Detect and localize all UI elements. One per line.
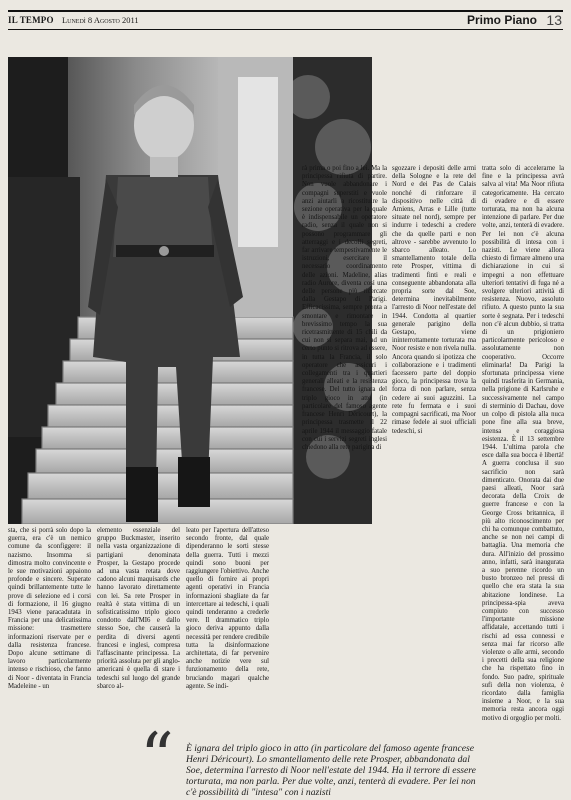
pull-quote: È ignara del triplo gioco in atto (in particolare del famoso agente francese Henri Déricourt). Lo smantellamento delle rete Prosper, abbandonata dal Soe, determina l'arresto di Noor nell'estate del 1944. Ha il terrore di essere torturata, ma non parla. Per due volte, anzi, tenterà di evadere. Per lei non c'è possibilità di "intesa" con i nazisti bbox=[186, 743, 476, 798]
article-column-right-1 bbox=[302, 165, 387, 452]
quote-mark-icon: “ bbox=[140, 719, 174, 796]
masthead-left bbox=[8, 15, 139, 25]
column-text: sgozzare i depositi delle armi della Sologne e la rete del Nord e dei Pas de Calais nonché di rinforzare il dispositivo nelle città di Amiens, Arras e Lille (tutte situate nel nord), sempre per indurre i tedeschi a credere che da quelle parti e non altrove - sarebbe avvenuto lo sbarco alleato. Lo smantellamento totale della rete Prosper, vittima di tradimenti finti e reali e conseguente abbandonata alla propria sorte dal Soe, determina inevitabilmente l'arresto di Noor nell'estate del 1944. Condotta al quartier generale parigino della Gestapo, viene ininterrottamente torturata ma Noor resiste e non rivela nulla. Ancora quando si ipotizza che collaborazione e i tradimenti facessero parte del doppio gioco, la principessa trova la forza di non parlare, senza cedere ai suoi aguzzini. La rete fu fermata e i suoi compagni sacrificati, ma Noor rimase fedele ai suoi ufficiali tedeschi, si bbox=[392, 165, 476, 435]
newspaper-name: IL TEMPO bbox=[8, 15, 54, 25]
column-text: tratta solo di accelerarne la fine e la principessa avrà salva al vita! Ma Noor rifiuta categoricamente. Ha cercato di evadere e di essere torturata, ma non ha alcuna intenzione di parlare. Per due volte, anzi, tenterà di evadere. Per lei non c'è alcuna possibilità di intesa con i nazisti. Le viene allora chiesto di firmare almeno una dichiarazione in cui si impegni a non effettuare ulteriori tentativi di fuga né a svolgere ulteriori attività di resistenza. Nuovo, assoluto rifiuto. A questo punto la sua sorte è segnata. Per i tedeschi non c'è alcun dubbio, si tratta di un prigioniero particolarmente pericoloso e assolutamente non cooperativo. Occorre eliminarla! Da Parigi la sfortunata principessa viene quindi trasferita in Germania, nella prigione di Karlsruhe e successivamente nel campo di sterminio di Dachau, dove un colpo di pistola alla nuca pone fine alla sua breve, intensa e coraggiosa esistenza. È il 13 settembre 1944. L'ultima parola che esce dalla sua bocca è libertà! A guerra conclusa il suo sacrificio non sarà dimenticato. Onorata dai due paesi alleati, Noor sarà decorata della Croix de guerre francese e con la George Cross britannica, il più alto riconoscimento per chi ha comunque combattuto, anche se non nei campi di battaglia. Una memoria che dura. All'inizio del prossimo anno, infatti, sarà inaugurata a suo perenne ricordo un busto bronzeo nel pressi di quello che era stata la sua abitazione londinese. La principessa-spia aveva compiuto con successo l'importante missione affidatale, accettando tutti i rischi ad essa connessi e senza mai far ricorso alle violenze o alle armi, secondo i precetti della sua religione che ha rispettato fino in fondo. Suo padre, spirituale sufi della non violenza, è ricordato dalla famiglia insieme a Noor, e la sua memoria resta ancora oggi motivo di orgoglio per molti. bbox=[482, 165, 564, 722]
masthead bbox=[8, 10, 563, 30]
section-name: Primo Piano bbox=[466, 13, 537, 27]
article-column-bottom-3 bbox=[186, 527, 269, 691]
column-text: rà prima o poi fino a lei. Ma la principessa rifiuta di partire. Non vuole abbandonare i compagni superstiti e vuole anzi aiutarli a ricostituire la sezione operativa per la quale è indispensabile un operatore radio, senza il quale non si possono programmare gli atterraggi e i decolli segreti, far arrivare tempestivamente le istruzioni, esercitare il necessario coordinamento delle azioni. Madeline, alias radio Aurore, diventa così una delle persone più ricercate dalla Gestapo di Parigi. Efficacissima, sempre pronta a smontare e rimontare in brevissimo tempo la sua ricetrasmittente di 15 chili da cui non si separa mai, ad un certo punto si ritrova ad essere, in tutta la Francia, il solo operatore che assicuri i collegamenti tra i quartieri generali alleati e la resistenza francese. Del tutto ignara del triplo gioco in atto (in particolare del famoso agente francese Henri Déricourt), la principessa trasmette il 22 aprile 1944 il messaggio fatale con cui i servizi segreti inglesi chiedono alla rete parigina di bbox=[302, 165, 387, 451]
article-column-right-3 bbox=[482, 165, 564, 723]
column-text: sta, che si porrà solo dopo la guerra, era c'è un nemico comune da sconfiggere: il nazismo. Insomma si dimostra molto convincente e le sue motivazioni appaiono profonde e sincere. Superate quindi brillantemente tutte le prove di selezione ed i corsi di formazione, il 16 giugno 1943 viene paracadutata in Francia per una delicatissima missione: trasmettere informazioni riservate per e dalla resistenza francese. Dopo alcune settimane di lavoro particolarmente intenso e rischioso, che fanno di Noor - diventata in Francia Madeleine - un bbox=[8, 527, 91, 690]
column-text: leato per l'apertura dell'atteso secondo fronte, dal quale dipenderanno le sorti stesse della guerra. Tutti i mezzi quindi sono buoni per raggiungere l'obiettivo. Anche quello di fornire ai propri agenti operativi in Francia informazioni sbagliate da far intercettare ai tedeschi, i quali quindi tenderanno a crederle vere. Il drammatico triplo gioco deriva appunto dalla necessità per rendere credibile tutta la disinformazione architettata, di far pervenire anche notizie vere sul funzionamento della rete, bruciando magari qualche agente. Se indi- bbox=[186, 527, 269, 690]
article-column-bottom-1 bbox=[8, 527, 91, 691]
article-column-right-2 bbox=[392, 165, 476, 436]
column-text: elemento essenziale del gruppo Buckmaster, inserito nella vasta organizzazione di partigiani denominata Prosper, la Gestapo procede ad una vasta retata dove cadono alcuni maquisards che hanno lavorato direttamente con lei. Sa rete Prosper in realtà è stata vittima di un sofisticatissimo triplo gioco condotto dall'MI6 e dallo stesso Soe, che causerà la perdita di diversi agenti francesi e inglesi, compresa l'affascinante principessa. La priorità assoluta per gli anglo-americani è quella di stare i tedeschi sul luogo del grande sbarco al- bbox=[97, 527, 180, 690]
page-number: 13 bbox=[546, 12, 562, 28]
article-column-bottom-2 bbox=[97, 527, 180, 691]
issue-date: Lunedì 8 Agosto 2011 bbox=[61, 15, 139, 25]
